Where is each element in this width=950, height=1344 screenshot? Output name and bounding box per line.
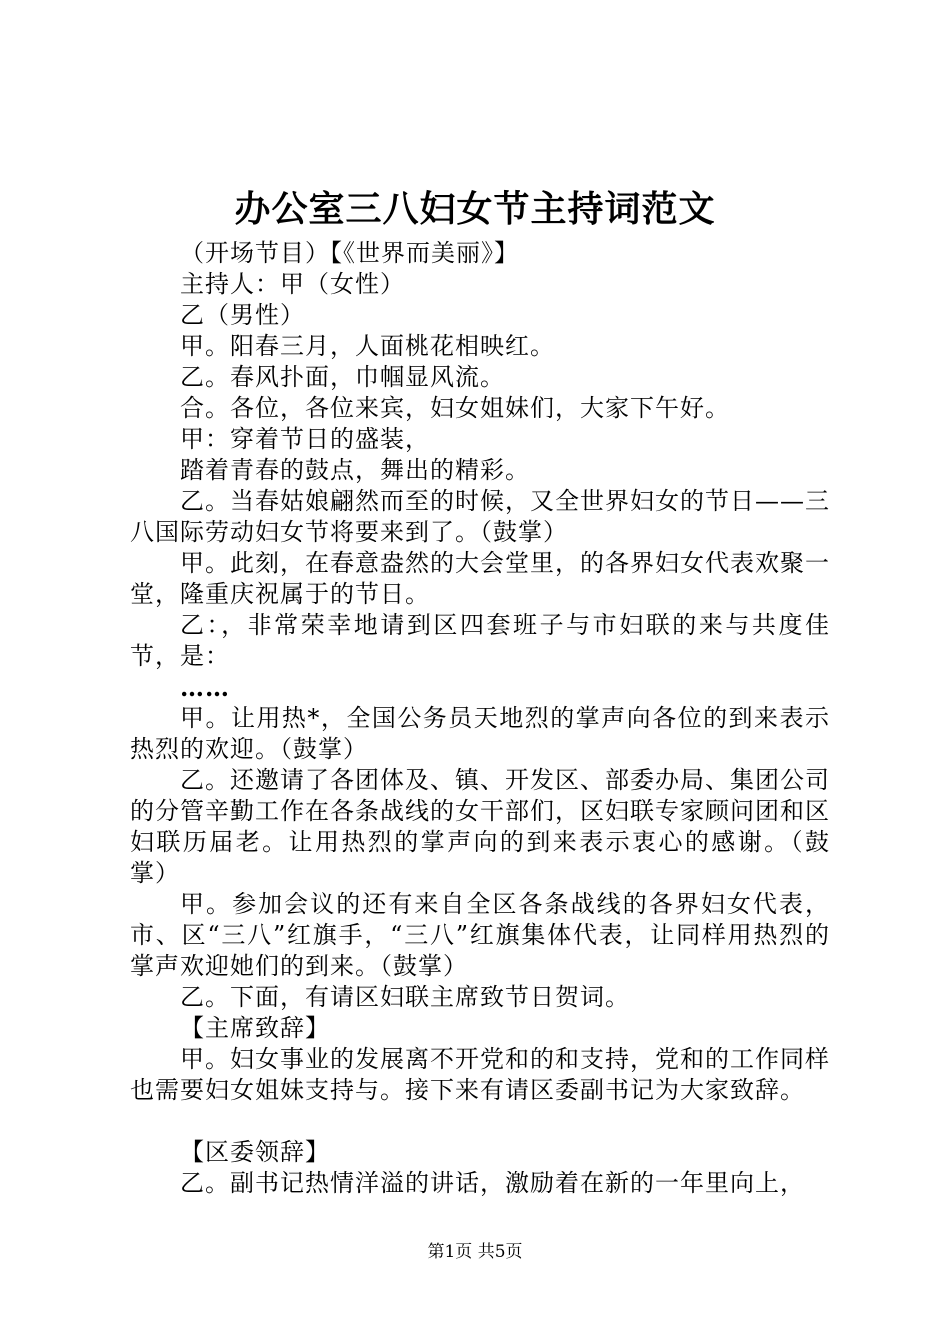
paragraph: 甲。让用热*，全国公务员天地烈的掌声向各位的到来表示热烈的欢迎。（鼓掌） <box>130 704 830 763</box>
paragraph: 合。各位，各位来宾，妇女姐妹们，大家下午好。 <box>180 394 730 422</box>
paragraph: 乙：，非常荣幸地请到区四套班子与市妇联的来与共度佳节，是： <box>130 611 830 670</box>
paragraph: 甲。参加会议的还有来自全区各条战线的各界妇女代表，市、区“三八”红旗手，“三八”红旗集体代表，让同样用热烈的掌声欢迎她们的到来。（鼓掌） <box>130 890 830 980</box>
paragraph: 乙。下面，有请区妇联主席致节日贺词。 <box>180 983 630 1011</box>
section-heading-chair-speech: 【主席致辞】 <box>180 1014 330 1042</box>
document-body <box>130 238 830 1199</box>
paragraph: 甲。阳春三月，人面桃花相映红。 <box>180 332 555 360</box>
paragraph: 甲：穿着节日的盛装， <box>180 425 430 453</box>
paragraph: 踏着青春的鼓点，舞出的精彩。 <box>180 456 530 484</box>
page-number-footer: 第1页 共5页 <box>427 1242 523 1262</box>
paragraph-host-b: 乙（男性） <box>180 301 305 329</box>
paragraph: 甲。此刻，在春意盎然的大会堂里，的各界妇女代表欢聚一堂，隆重庆祝属于的节日。 <box>130 549 830 608</box>
paragraph-host-a: 主持人：甲（女性） <box>180 270 405 298</box>
paragraph-ellipsis: …… <box>180 673 230 702</box>
paragraph-opening-program: （开场节目）【《世界而美丽》】 <box>180 239 519 267</box>
paragraph: 乙。还邀请了各团体及、镇、开发区、部委办局、集团公司的分管辛勤工作在各条战线的女干部们，区妇联专家顾问团和区妇联历届老。让用热烈的掌声向的到来表示衷心的感谢。（鼓掌） <box>130 766 830 887</box>
paragraph: 乙。副书记热情洋溢的讲话，激励着在新的一年里向上， <box>180 1169 805 1197</box>
section-heading-committee-speech: 【区委领辞】 <box>180 1138 330 1166</box>
paragraph: 甲。妇女事业的发展离不开党和的和支持，党和的工作同样也需要妇女姐妹支持与。接下来有请区委副书记为大家致辞。 <box>130 1045 830 1104</box>
paragraph: 乙。当春姑娘翩然而至的时候，又全世界妇女的节日——三八国际劳动妇女节将要来到了。（鼓掌） <box>130 487 830 546</box>
paragraph: 乙。春风扑面，巾帼显风流。 <box>180 363 505 391</box>
document-title: 办公室三八妇女节主持词范文 <box>234 188 716 230</box>
